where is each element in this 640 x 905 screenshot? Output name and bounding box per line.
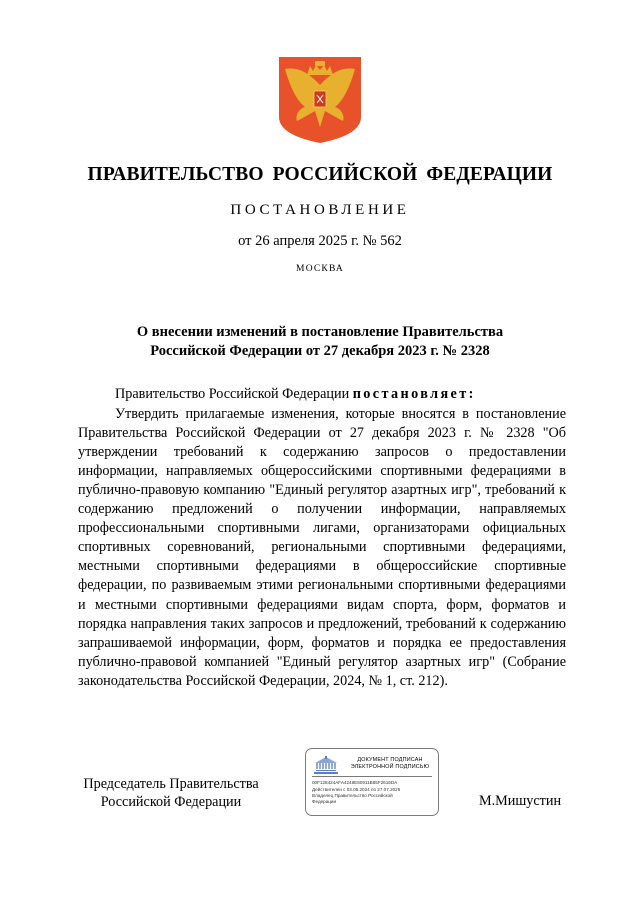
- stamp-title: [344, 757, 436, 771]
- stamp-certificate-serial: 00F128424AFA4248E50911B65F2616DA: [312, 780, 398, 785]
- stamp-title-line-2: ЭЛЕКТРОННОЙ ПОДПИСЬЮ: [350, 764, 430, 770]
- signatory-position-line-1: Председатель Правительства: [83, 776, 259, 792]
- stamp-owner-line-2: Федерации: [312, 799, 337, 804]
- stamp-title-line-1: ДОКУМЕНТ ПОДПИСАН: [357, 757, 423, 763]
- government-building-icon: [312, 756, 340, 776]
- decree-word: постановляет:: [352, 386, 476, 402]
- subject-line-1: О внесении изменений в постановление Правительства: [136, 324, 504, 340]
- document-body: [78, 385, 566, 691]
- subject-line-2: Российской Федерации от 27 декабря 2023 г. № 2328: [150, 343, 490, 359]
- signatory-name: М.Мишустин: [479, 793, 562, 809]
- stamp-validity: Действителен с 03.05.2024 по 27.07.2025: [312, 787, 401, 792]
- stamp-owner-line-1: Владелец Правительство Российской: [312, 793, 393, 798]
- russian-coat-of-arms-icon: [277, 55, 363, 145]
- document-type: ПОСТАНОВЛЕНИЕ: [230, 202, 410, 218]
- decree-intro: [78, 385, 566, 404]
- decree-paragraph: Утвердить прилагаемые изменения, которые вносятся в постановление Правительства Российской Федерации от 27 декабря 2023 г. № 2328 "Об утверждении требований к содержанию запросов о предоставлении информации, направляемых общероссийскими спортивными федерациями в публично-правовую компанию "Единый регулятор азартных игр", требований к содержанию предложений о получении информации, направляемых профессиональными спортивными лигами, организаторами официальных спортивных соревнований, региональными спортивными федерациями, местными спортивными федерациями в общероссийские спортивные федерации, по развиваемым этими региональными спортивными федерациями и местными спортивными федерациями видам спорта, форм, форматов и порядка направления таких запросов и предложений, требований к содержанию запрашиваемой информации, форм, форматов и порядка ее предоставления публично-правовой компанией "Единый регулятор азартных игр" (Собрание законодательства Российской Федерации, 2024, № 1, ст. 212).: [78, 406, 566, 689]
- city: МОСКВА: [296, 264, 344, 274]
- document-subject: [0, 323, 640, 361]
- signatory-position: [60, 775, 282, 811]
- signatory-position-line-2: Российской Федерации: [100, 794, 242, 810]
- decree-intro-text: Правительство Российской Федерации: [115, 386, 353, 402]
- government-title: ПРАВИТЕЛЬСТВО РОССИЙСКОЙ ФЕДЕРАЦИИ: [87, 164, 553, 185]
- electronic-signature-stamp: [305, 748, 439, 816]
- document-date-number: от 26 апреля 2025 г. № 562: [238, 233, 402, 249]
- stamp-divider: [312, 776, 432, 777]
